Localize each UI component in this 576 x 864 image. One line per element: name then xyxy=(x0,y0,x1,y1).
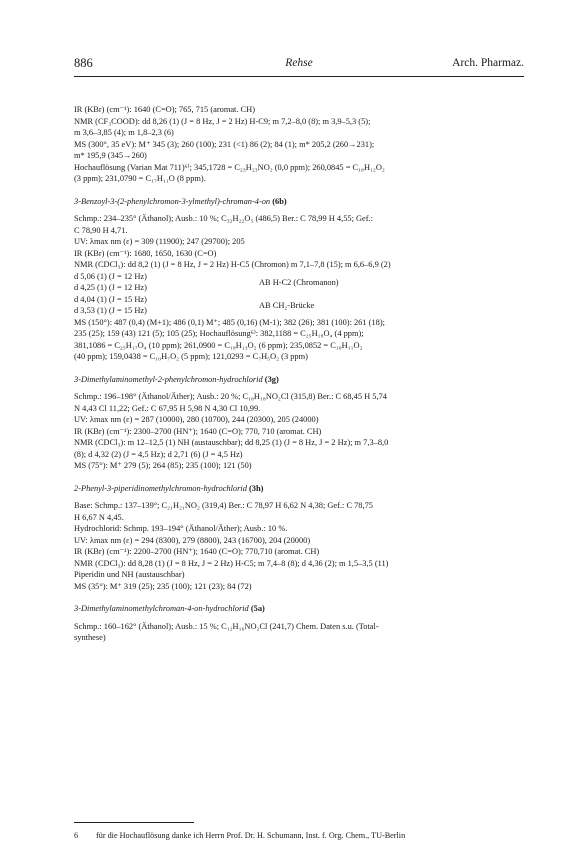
text-line: MS (300°, 35 eV): M⁺ 345 (3); 260 (100); 231 (<1) 86 (2); 84 (1); m* 205,2 (260→231); xyxy=(74,139,375,149)
text-line: UV: λmax nm (ε) = 287 (10000), 280 (10700), 244 (20300), 205 (24000) xyxy=(74,415,319,424)
text-line: Schmp.: 160–162° (Äthanol); Ausb.: 15 %; C₁₂H₁₆NO₂Cl (241,7) Chem. Daten s.u. (Total- xyxy=(74,621,379,631)
footnote-number: 6 xyxy=(74,831,79,840)
text-line: Base: Schmp.: 137–139°; C₂₁H₂₁NO₂ (319,4) Ber.: C 78,97 H 6,62 N 4,38; Gef.: C 78,75 xyxy=(74,501,373,510)
text-line: Schmp.: 196–198° (Äthanol/Äther); Ausb.: 20 %; C₁₈H₁₈NO₂Cl (315,8) Ber.: C 68,45 H 5,74 xyxy=(74,392,387,401)
block-6b-data xyxy=(74,213,526,271)
footnote xyxy=(74,831,405,840)
text-line: (3 ppm); 231,0790 = C₁₇H₁₁O (8 ppm). xyxy=(74,174,206,183)
text-line: (8); d 4,32 (2) (J = 4,5 Hz); d 2,71 (6) (J = 4,5 Hz) xyxy=(74,449,243,459)
ab-note: AB CH₂-Brücke xyxy=(259,300,315,310)
text-line: N 4,43 Cl 11,22; Gef.: C 67,95 H 5,98 N 4,30 Cl 10,99. xyxy=(74,403,261,413)
text-line: H 6,67 N 4,45. xyxy=(74,512,124,522)
page-number: 886 xyxy=(74,56,93,70)
text-line: m* 195,9 (345→260) xyxy=(74,151,147,160)
text-line: (40 ppm); 159,0438 = C₁₀H₇O₂ (5 ppm); 121,0293 = C₇H₅O₂ (3 ppm) xyxy=(74,352,308,361)
text-line: MS (150°): 487 (0,4) (M+1); 486 (0,1) M⁺; 485 (0,16) (M-1); 382 (26); 381 (100): 261 (18); xyxy=(74,317,385,327)
footnote-text: für die Hochauflösung danke ich Herrn Prof. Dr. H. Schumann, Inst. f. Org. Chem., TU-Berlin xyxy=(96,831,406,840)
text-line: Hochauflösung (Varian Mat 711)⁶⁾; 345,1728 = C₂₃H₂₃NO₂ (0,0 ppm); 260,0845 = C₁₈H₁₂O₂ xyxy=(74,162,385,172)
block-3h-data xyxy=(74,500,526,592)
text-line: synthese) xyxy=(74,633,106,642)
intro-block xyxy=(74,104,526,185)
text-line: NMR (CDCl₃): m 12–12,5 (1) NH (austauschbar); dd 8,25 (1) (J = 8 Hz, J = 2 Hz); m 7,3–8,0 xyxy=(74,438,389,447)
nmr-line: d 5,06 (1) (J = 12 Hz) xyxy=(74,271,147,281)
text-line: NMR (CF₃COOD): dd 8,26 (1) (J = 8 Hz, J = 2 Hz) H-C9; m 7,2–8,0 (8); m 3,9–5,3 (5); xyxy=(74,116,371,126)
ab-note: AB H-C2 (Chromanon) xyxy=(259,277,339,287)
nmr-line: d 3,53 (1) (J = 15 Hz) xyxy=(74,306,147,315)
section-title-5a: 3-Dimethylaminomethylchroman-4-on-hydrochlorid (5a) xyxy=(74,604,265,613)
section-title-3g: 3-Dimethylaminomethyl-2-phenylchromon-hydrochlorid (3g) xyxy=(74,374,279,384)
section-title-6b: 3-Benzoyl-3-(2-phenylchromon-3-ylmethyl)-chroman-4-on (6b) xyxy=(74,196,287,206)
text-line: NMR (CDCl₃): dd 8,2 (1) (J = 8 Hz, J = 2 Hz) H-C5 (Chromon) m 7,1–7,8 (15); m 6,6–6,9 (2) xyxy=(74,260,391,269)
text-line: Hydrochlorid: Schmp. 193–194° (Äthanol/Äther); Ausb.: 10 %. xyxy=(74,524,288,533)
running-author: Rehse xyxy=(285,57,313,69)
running-header xyxy=(74,56,524,72)
text-line: 235 (25); 159 (43) 121 (5); 105 (25); Hochauflösung⁶⁾: 382,1188 = C₂₅H₁₈O₄ (4 ppm); xyxy=(74,329,364,338)
text-line: UV: λmax nm (ε) = 309 (11900); 247 (29700); 205 xyxy=(74,237,245,246)
block-6b-ms xyxy=(74,317,526,363)
text-line: NMR (CDCl₃): dd 8,28 (1) (J = 8 Hz, J = 2 Hz) H-C5; m 7,4–8 (8); d 4,36 (2); m 1,5–3,5 (11) xyxy=(74,558,389,568)
text-line: Schmp.: 234–235° (Äthanol); Ausb.: 10 %; C₃₂H₂₂O₅ (486,5) Ber.: C 78,99 H 4,55; Gef.: xyxy=(74,214,373,223)
block-3g-data xyxy=(74,391,526,472)
header-rule xyxy=(74,76,524,77)
text-line: IR (KBr) (cm⁻¹): 1640 (C=O); 765, 715 (aromat. CH) xyxy=(74,105,255,114)
text-line: MS (75°): M⁺ 279 (5); 264 (85); 235 (100); 121 (50) xyxy=(74,461,252,470)
nmr-ab-pair-2 xyxy=(74,294,526,317)
text-line: 381,1086 = C₂₅H₁₇O₄ (10 ppm); 261,0900 = C₁₈H₁₃O₂ (6 ppm); 235,0852 = C₁₆H₁₁O₂ xyxy=(74,340,363,350)
journal-name: Arch. Pharmaz. xyxy=(452,57,524,69)
nmr-line: d 4,04 (1) (J = 15 Hz) xyxy=(74,294,147,304)
section-title-3h: 2-Phenyl-3-piperidinomethylchromon-hydrochlorid (3h) xyxy=(74,483,264,493)
text-line: Piperidin und NH (austauschbar) xyxy=(74,570,185,579)
footnote-rule xyxy=(74,822,194,823)
text-line: C 78,90 H 4,71. xyxy=(74,225,128,235)
text-line: IR (KBr) (cm⁻¹): 2300–2700 (HN⁺); 1640 (C=O); 770, 710 (aromat. CH) xyxy=(74,426,322,436)
text-line: UV: λmax nm (ε) = 294 (8300), 279 (8800), 243 (16700), 204 (20000) xyxy=(74,535,311,545)
text-line: IR (KBr) (cm⁻¹): 2200–2700 (HN⁺); 1640 (C=O); 770,710 (aromat. CH) xyxy=(74,547,320,556)
text-line: IR (KBr) (cm⁻¹): 1680, 1650, 1630 (C=O) xyxy=(74,248,217,258)
block-5a-data xyxy=(74,621,526,644)
text-line: MS (35°): M⁺ 319 (25); 235 (100); 121 (23); 84 (72) xyxy=(74,581,252,591)
text-line: m 3,6–3,85 (4); m 1,8–2,3 (6) xyxy=(74,128,174,137)
nmr-ab-pair-1 xyxy=(74,271,526,294)
experimental-text xyxy=(74,104,526,644)
nmr-line: d 4,25 (1) (J = 12 Hz) xyxy=(74,283,147,292)
